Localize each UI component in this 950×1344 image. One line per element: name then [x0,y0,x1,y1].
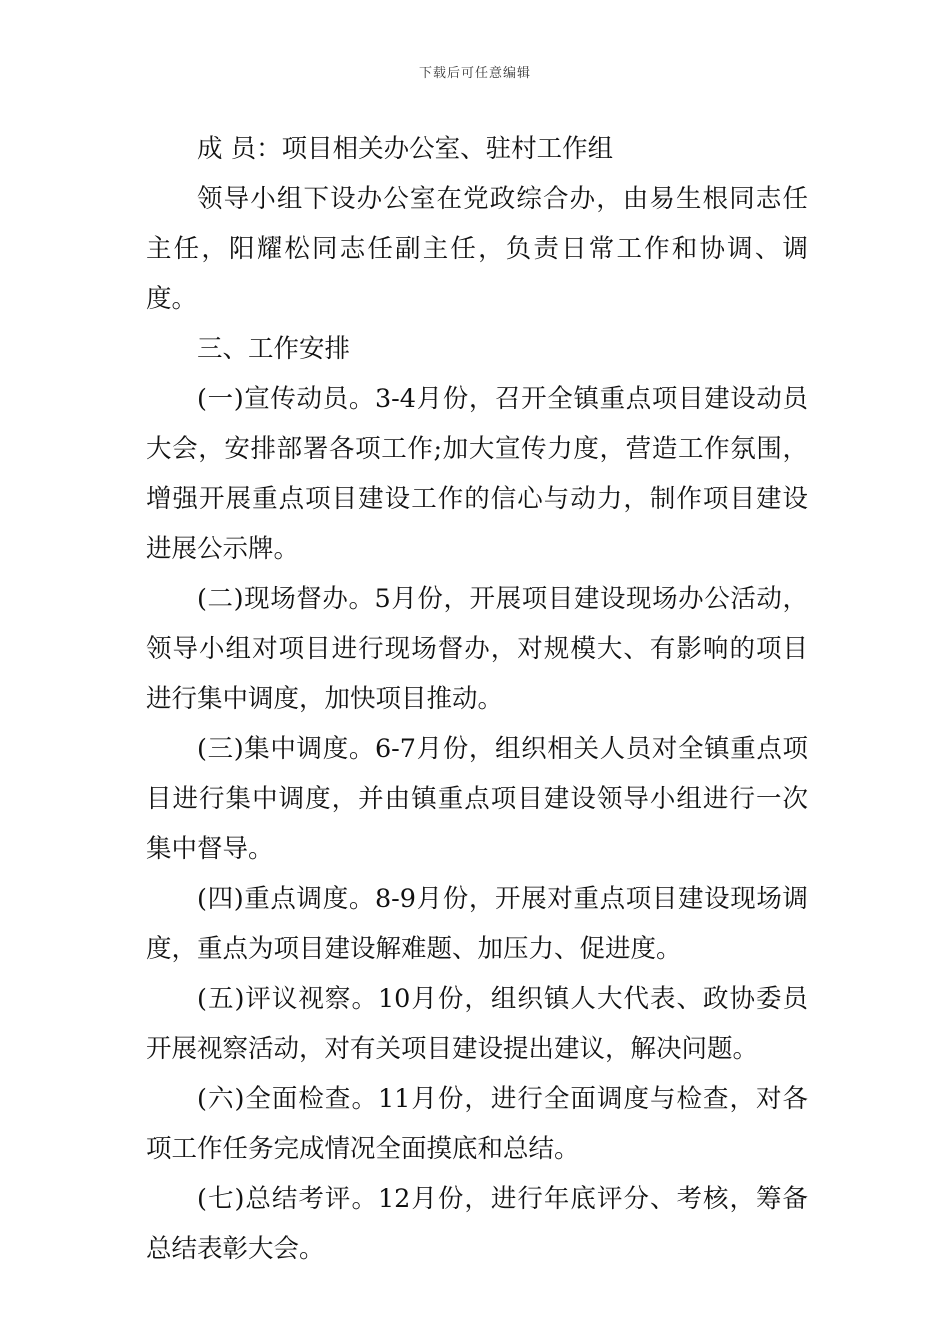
paragraph-item-2: (二)现场督办。5月份，开展项目建设现场办公活动，领导小组对项目进行现场督办，对规模大、有影响的项目进行集中调度，加快项目推动。 [146,584,808,714]
paragraph-item-1: (一)宣传动员。3-4月份，召开全镇重点项目建设动员大会，安排部署各项工作;加大宣传力度，营造工作氛围，增强开展重点项目建设工作的信心与动力，制作项目建设进展公示牌。 [146,384,808,564]
paragraph-members: 成 员：项目相关办公室、驻村工作组 [197,134,614,164]
paragraph-item-4: (四)重点调度。8-9月份，开展对重点项目建设现场调度，重点为项目建设解难题、加压力、促进度。 [146,884,808,964]
paragraph-item-5: (五)评议视察。10月份，组织镇人大代表、政协委员开展视察活动，对有关项目建设提出建议，解决问题。 [146,984,808,1064]
paragraph-office: 领导小组下设办公室在党政综合办，由易生根同志任主任，阳耀松同志任副主任，负责日常工作和协调、调度。 [146,184,808,314]
paragraph-item-7: (七)总结考评。12月份，进行年底评分、考核，筹备总结表彰大会。 [146,1184,808,1264]
paragraph-item-6: (六)全面检查。11月份，进行全面调度与检查，对各项工作任务完成情况全面摸底和总结。 [146,1084,808,1164]
section-heading-work-arrangement: 三、工作安排 [197,334,351,364]
paragraph-item-3: (三)集中调度。6-7月份，组织相关人员对全镇重点项目进行集中调度，并由镇重点项目建设领导小组进行一次集中督导。 [146,734,808,864]
document-body [146,124,808,1274]
page-header-note: 下载后可任意编辑 [418,66,531,81]
